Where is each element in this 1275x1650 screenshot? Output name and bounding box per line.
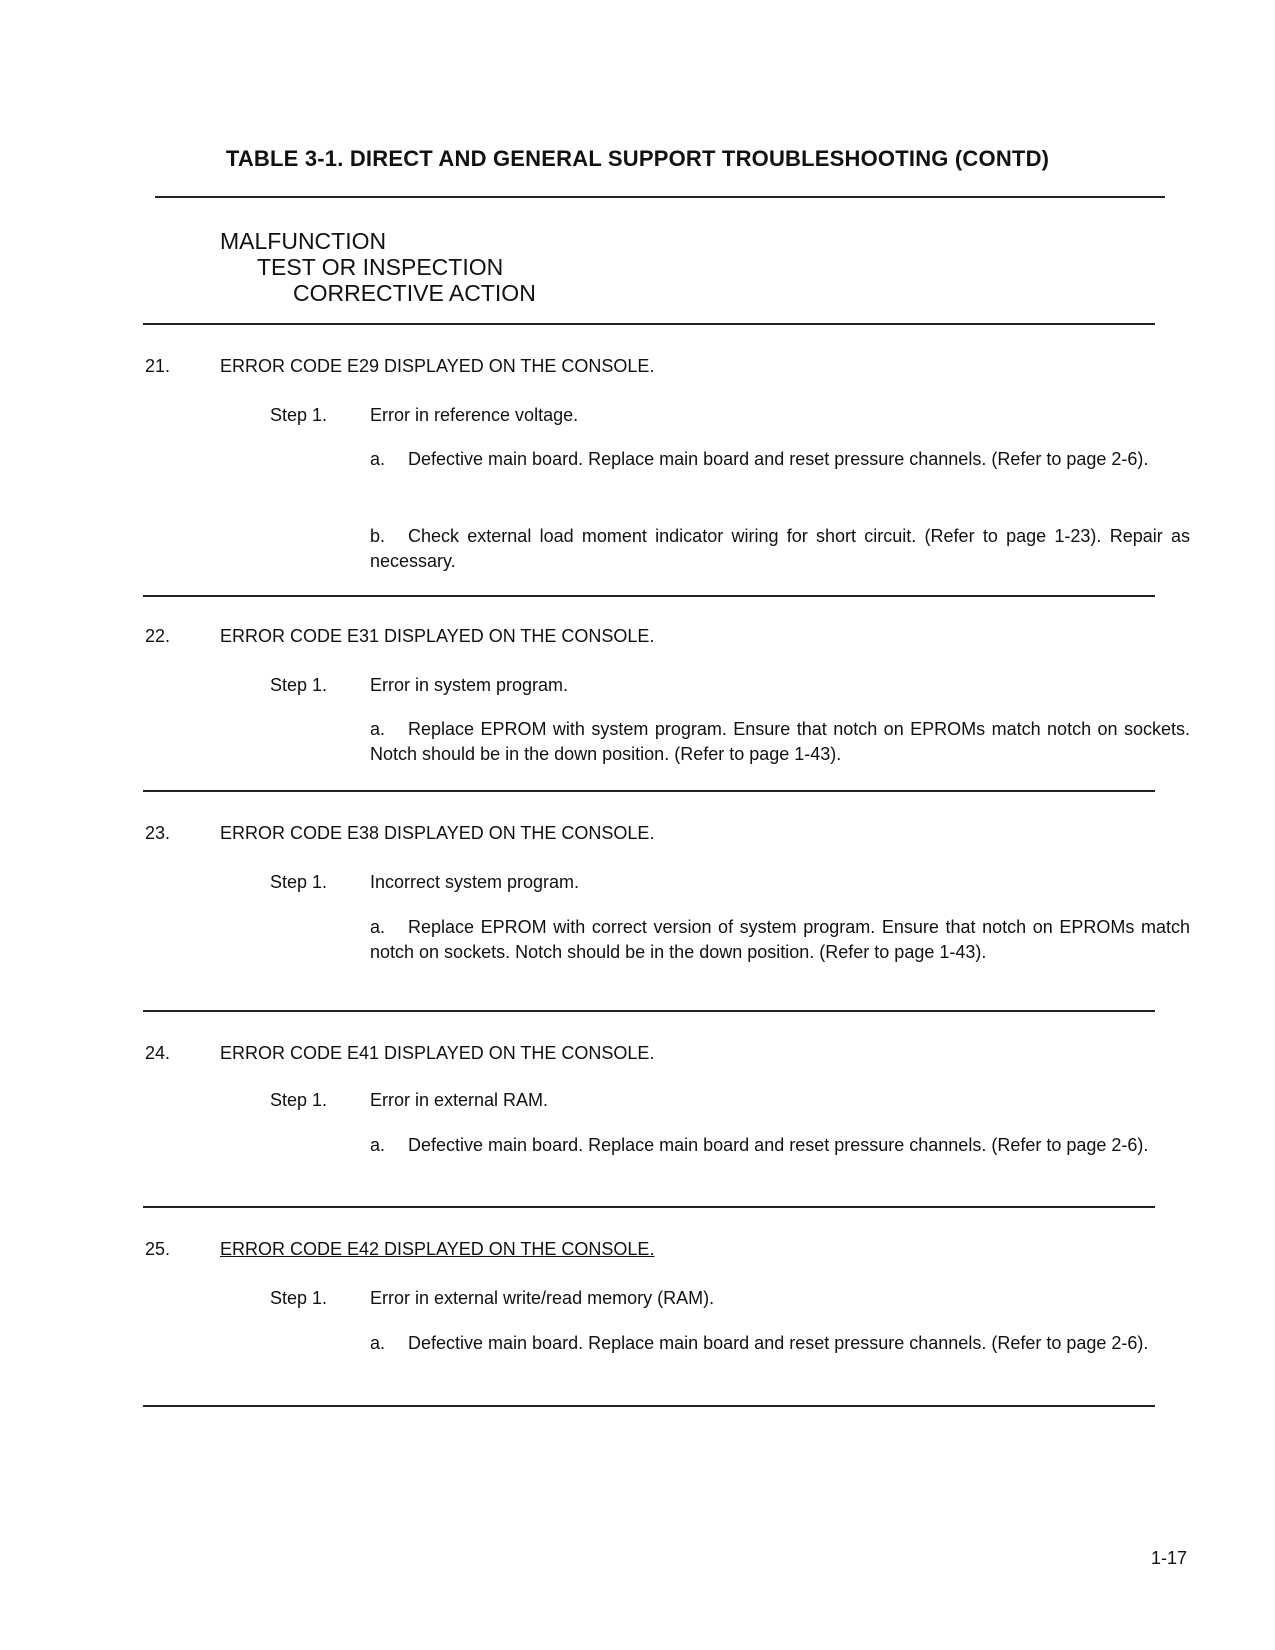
malfunction-text: ERROR CODE E38 DISPLAYED ON THE CONSOLE. bbox=[220, 823, 655, 843]
malfunction-text: ERROR CODE E29 DISPLAYED ON THE CONSOLE. bbox=[220, 356, 655, 376]
malfunction-text: ERROR CODE E41 DISPLAYED ON THE CONSOLE. bbox=[220, 1043, 655, 1063]
entry-number: 23. bbox=[145, 823, 171, 843]
entry-number: 22. bbox=[145, 626, 171, 646]
column-header-action: CORRECTIVE ACTION bbox=[293, 280, 536, 306]
entry-number: 21. bbox=[145, 356, 171, 376]
corrective-action bbox=[370, 447, 1190, 472]
corrective-action bbox=[370, 1331, 1190, 1356]
step-label: Step 1. bbox=[270, 1288, 328, 1308]
row-divider bbox=[143, 790, 1155, 792]
step-text: Error in external RAM. bbox=[370, 1090, 549, 1110]
step-text: Error in reference voltage. bbox=[370, 405, 579, 425]
corrective-action bbox=[370, 717, 1190, 767]
header-rule bbox=[143, 323, 1155, 325]
entry-number: 24. bbox=[145, 1043, 171, 1063]
row-divider bbox=[143, 595, 1155, 597]
step-text: Error in system program. bbox=[370, 675, 569, 695]
corrective-action bbox=[370, 524, 1190, 574]
title-rule bbox=[155, 196, 1165, 198]
action-letter: a. bbox=[370, 719, 386, 739]
action-text: Replace EPROM with system program. Ensure that notch on EPROMs match notch on sockets. Notch should be in the down position. (Refer to page 1-43). bbox=[370, 719, 1190, 764]
row-divider bbox=[143, 1405, 1155, 1407]
action-text: Replace EPROM with correct version of system program. Ensure that notch on EPROMs match notch on sockets. Notch should be in the down position. (Refer to page 1-43). bbox=[370, 917, 1190, 962]
table-title: TABLE 3-1. DIRECT AND GENERAL SUPPORT TROUBLESHOOTING (CONTD) bbox=[225, 146, 1050, 171]
action-text: Defective main board. Replace main board and reset pressure channels. (Refer to page 2-6). bbox=[408, 449, 1149, 469]
step-text: Incorrect system program. bbox=[370, 872, 580, 892]
step-label: Step 1. bbox=[270, 872, 328, 892]
step-label: Step 1. bbox=[270, 405, 328, 425]
action-letter: a. bbox=[370, 1333, 386, 1353]
action-text: Defective main board. Replace main board and reset pressure channels. (Refer to page 2-6). bbox=[408, 1135, 1149, 1155]
row-divider bbox=[143, 1206, 1155, 1208]
action-letter: a. bbox=[370, 917, 386, 937]
page-number: 1-17 bbox=[1150, 1548, 1187, 1568]
malfunction-text: ERROR CODE E42 DISPLAYED ON THE CONSOLE. bbox=[220, 1239, 655, 1259]
corrective-action bbox=[370, 915, 1190, 965]
corrective-action bbox=[370, 1133, 1190, 1158]
step-label: Step 1. bbox=[270, 675, 328, 695]
action-text: Defective main board. Replace main board and reset pressure channels. (Refer to page 2-6). bbox=[408, 1333, 1149, 1353]
action-text: Check external load moment indicator wiring for short circuit. (Refer to page 1-23). Repair as necessary. bbox=[370, 526, 1190, 571]
row-divider bbox=[143, 1010, 1155, 1012]
action-letter: b. bbox=[370, 526, 386, 546]
malfunction-text: ERROR CODE E31 DISPLAYED ON THE CONSOLE. bbox=[220, 626, 655, 646]
action-letter: a. bbox=[370, 449, 386, 469]
step-label: Step 1. bbox=[270, 1090, 328, 1110]
action-letter: a. bbox=[370, 1135, 386, 1155]
entry-number: 25. bbox=[145, 1239, 171, 1259]
step-text: Error in external write/read memory (RAM). bbox=[370, 1288, 715, 1308]
column-header-test: TEST OR INSPECTION bbox=[257, 254, 504, 280]
column-header-malfunction: MALFUNCTION bbox=[220, 228, 387, 254]
